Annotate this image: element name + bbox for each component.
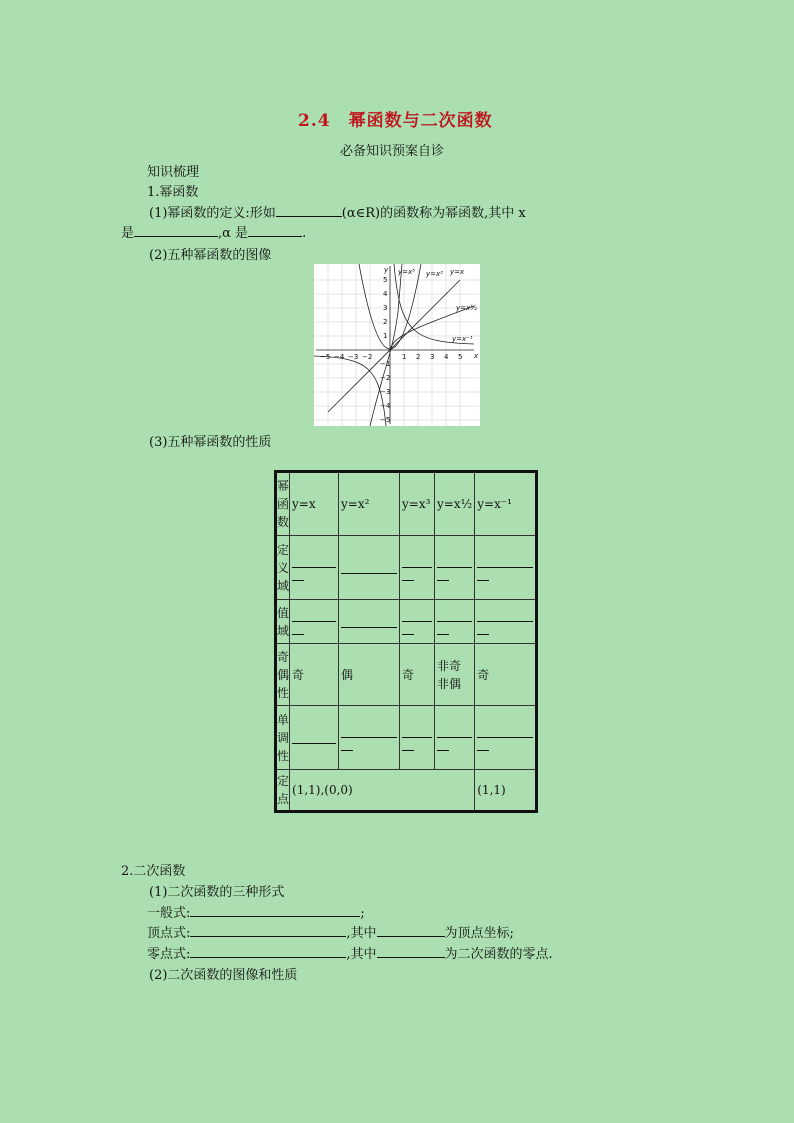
x-tick-label: 1	[402, 353, 407, 361]
zero-form-end: 为二次函数的零点.	[444, 947, 553, 962]
row-range-label: 值域	[276, 600, 290, 644]
x-tick-label: −3	[348, 353, 359, 361]
func-y-xinv: y=x⁻¹	[475, 472, 537, 536]
table-row-range	[276, 600, 537, 644]
y-axis-label: y	[384, 266, 389, 274]
definition-line-2	[121, 222, 306, 241]
vertex-form-line	[147, 922, 514, 941]
func-y-xhalf: y=x½	[435, 472, 475, 536]
label-y-xinv: y=x⁻¹	[452, 335, 473, 343]
range-cell[interactable]	[339, 600, 400, 644]
fixed-point-cell: (1,1),(0,0)	[290, 770, 475, 812]
x-tick-label: 2	[416, 353, 421, 361]
range-cell[interactable]	[290, 600, 339, 644]
y-tick-label: 5	[383, 276, 388, 284]
definition-text-2: (α∈R)的函数称为幂函数,其中 x	[341, 206, 526, 221]
definition-text: (1)幂函数的定义:形如	[149, 206, 276, 221]
heading-power-function: 1.幂函数	[147, 185, 199, 200]
power-function-table	[274, 470, 538, 813]
mono-cell[interactable]	[290, 706, 339, 770]
range-cell[interactable]	[435, 600, 475, 644]
zero-form-blank[interactable]	[190, 945, 346, 958]
y-tick-label: 1	[383, 332, 388, 340]
domain-cell[interactable]	[475, 536, 537, 600]
table-row-parity	[276, 644, 537, 706]
y-tick-label: −5	[380, 416, 391, 424]
domain-cell[interactable]	[435, 536, 475, 600]
header-power-function: 幂函数	[276, 472, 290, 536]
y-tick-label: −2	[380, 374, 391, 382]
x-tick-label: −5	[320, 353, 331, 361]
x-axis-label: x	[474, 352, 479, 360]
label-y-xhalf: y=x½	[456, 304, 477, 312]
label-y-x3: y=x³	[398, 268, 415, 276]
general-form-blank[interactable]	[190, 904, 360, 917]
row-fixed-label: 定点	[276, 770, 290, 812]
alpha-blank[interactable]	[248, 224, 302, 237]
parity-cell: 奇	[475, 644, 537, 706]
quadratic-graph-caption: (2)二次函数的图像和性质	[149, 968, 298, 983]
mono-cell[interactable]	[339, 706, 400, 770]
range-cell[interactable]	[400, 600, 435, 644]
mono-cell[interactable]	[475, 706, 537, 770]
y-tick-label: 4	[383, 290, 388, 298]
zero-points-blank[interactable]	[377, 945, 445, 958]
x-tick-label: 5	[458, 353, 463, 361]
zero-form-label: 零点式:	[147, 947, 191, 962]
x-tick-label: 3	[430, 353, 435, 361]
general-form-end: ;	[360, 906, 365, 921]
label-y-x: y=x	[450, 268, 465, 276]
vertex-coord-blank[interactable]	[377, 924, 445, 937]
row-parity-label: 奇偶性	[276, 644, 290, 706]
definition-line	[149, 202, 526, 221]
x-blank[interactable]	[134, 224, 218, 237]
zero-form-mid: ,其中	[346, 947, 377, 962]
graph-caption: (2)五种幂函数的图像	[149, 248, 272, 263]
parity-cell: 非奇非偶	[435, 644, 475, 706]
label-y-x2: y=x²	[426, 270, 443, 278]
table-row-header	[276, 472, 537, 536]
vertex-form-mid: ,其中	[346, 926, 377, 941]
x-tick-label: −4	[334, 353, 345, 361]
row-domain-label: 定义域	[276, 536, 290, 600]
section-heading: 知识梳理	[147, 165, 200, 180]
power-function-graph	[314, 264, 480, 426]
y-tick-label: −1	[380, 360, 391, 368]
parity-cell: 偶	[339, 644, 400, 706]
func-y-x3: y=x³	[400, 472, 435, 536]
quadratic-forms-caption: (1)二次函数的三种形式	[149, 885, 285, 900]
fixed-point-cell: (1,1)	[475, 770, 537, 812]
domain-cell[interactable]	[339, 536, 400, 600]
general-form-line	[147, 902, 365, 921]
table-row-domain	[276, 536, 537, 600]
y-tick-label: −3	[380, 388, 391, 396]
page-title: 2.4 幂函数与二次函数	[298, 111, 493, 131]
domain-cell[interactable]	[400, 536, 435, 600]
x-tick-label: 4	[444, 353, 449, 361]
definition-text-5: .	[302, 226, 307, 241]
vertex-form-label: 顶点式:	[147, 926, 191, 941]
func-y-x2: y=x²	[339, 472, 400, 536]
parity-cell: 奇	[290, 644, 339, 706]
mono-cell[interactable]	[400, 706, 435, 770]
table-row-fixed-point	[276, 770, 537, 812]
vertex-form-blank[interactable]	[190, 924, 346, 937]
heading-quadratic: 2.二次函数	[121, 864, 186, 879]
row-mono-label: 单调性	[276, 706, 290, 770]
page-subtitle: 必备知识预案自诊	[340, 144, 445, 159]
mono-cell[interactable]	[435, 706, 475, 770]
func-y-x: y=x	[290, 472, 339, 536]
vertex-form-end: 为顶点坐标;	[444, 926, 514, 941]
table-caption: (3)五种幂函数的性质	[149, 435, 272, 450]
table-row-monotonicity	[276, 706, 537, 770]
y-tick-label: 3	[383, 304, 388, 312]
parity-cell: 奇	[400, 644, 435, 706]
definition-text-3: 是	[121, 226, 135, 241]
y-tick-label: 2	[383, 318, 388, 326]
zero-form-line	[147, 943, 553, 962]
domain-cell[interactable]	[290, 536, 339, 600]
definition-text-4: ,α 是	[218, 226, 249, 241]
definition-blank[interactable]	[276, 204, 342, 217]
x-tick-label: −2	[362, 353, 373, 361]
range-cell[interactable]	[475, 600, 537, 644]
general-form-label: 一般式:	[147, 906, 191, 921]
curve-y-xinv-left	[314, 356, 386, 426]
y-tick-label: −4	[380, 402, 391, 410]
